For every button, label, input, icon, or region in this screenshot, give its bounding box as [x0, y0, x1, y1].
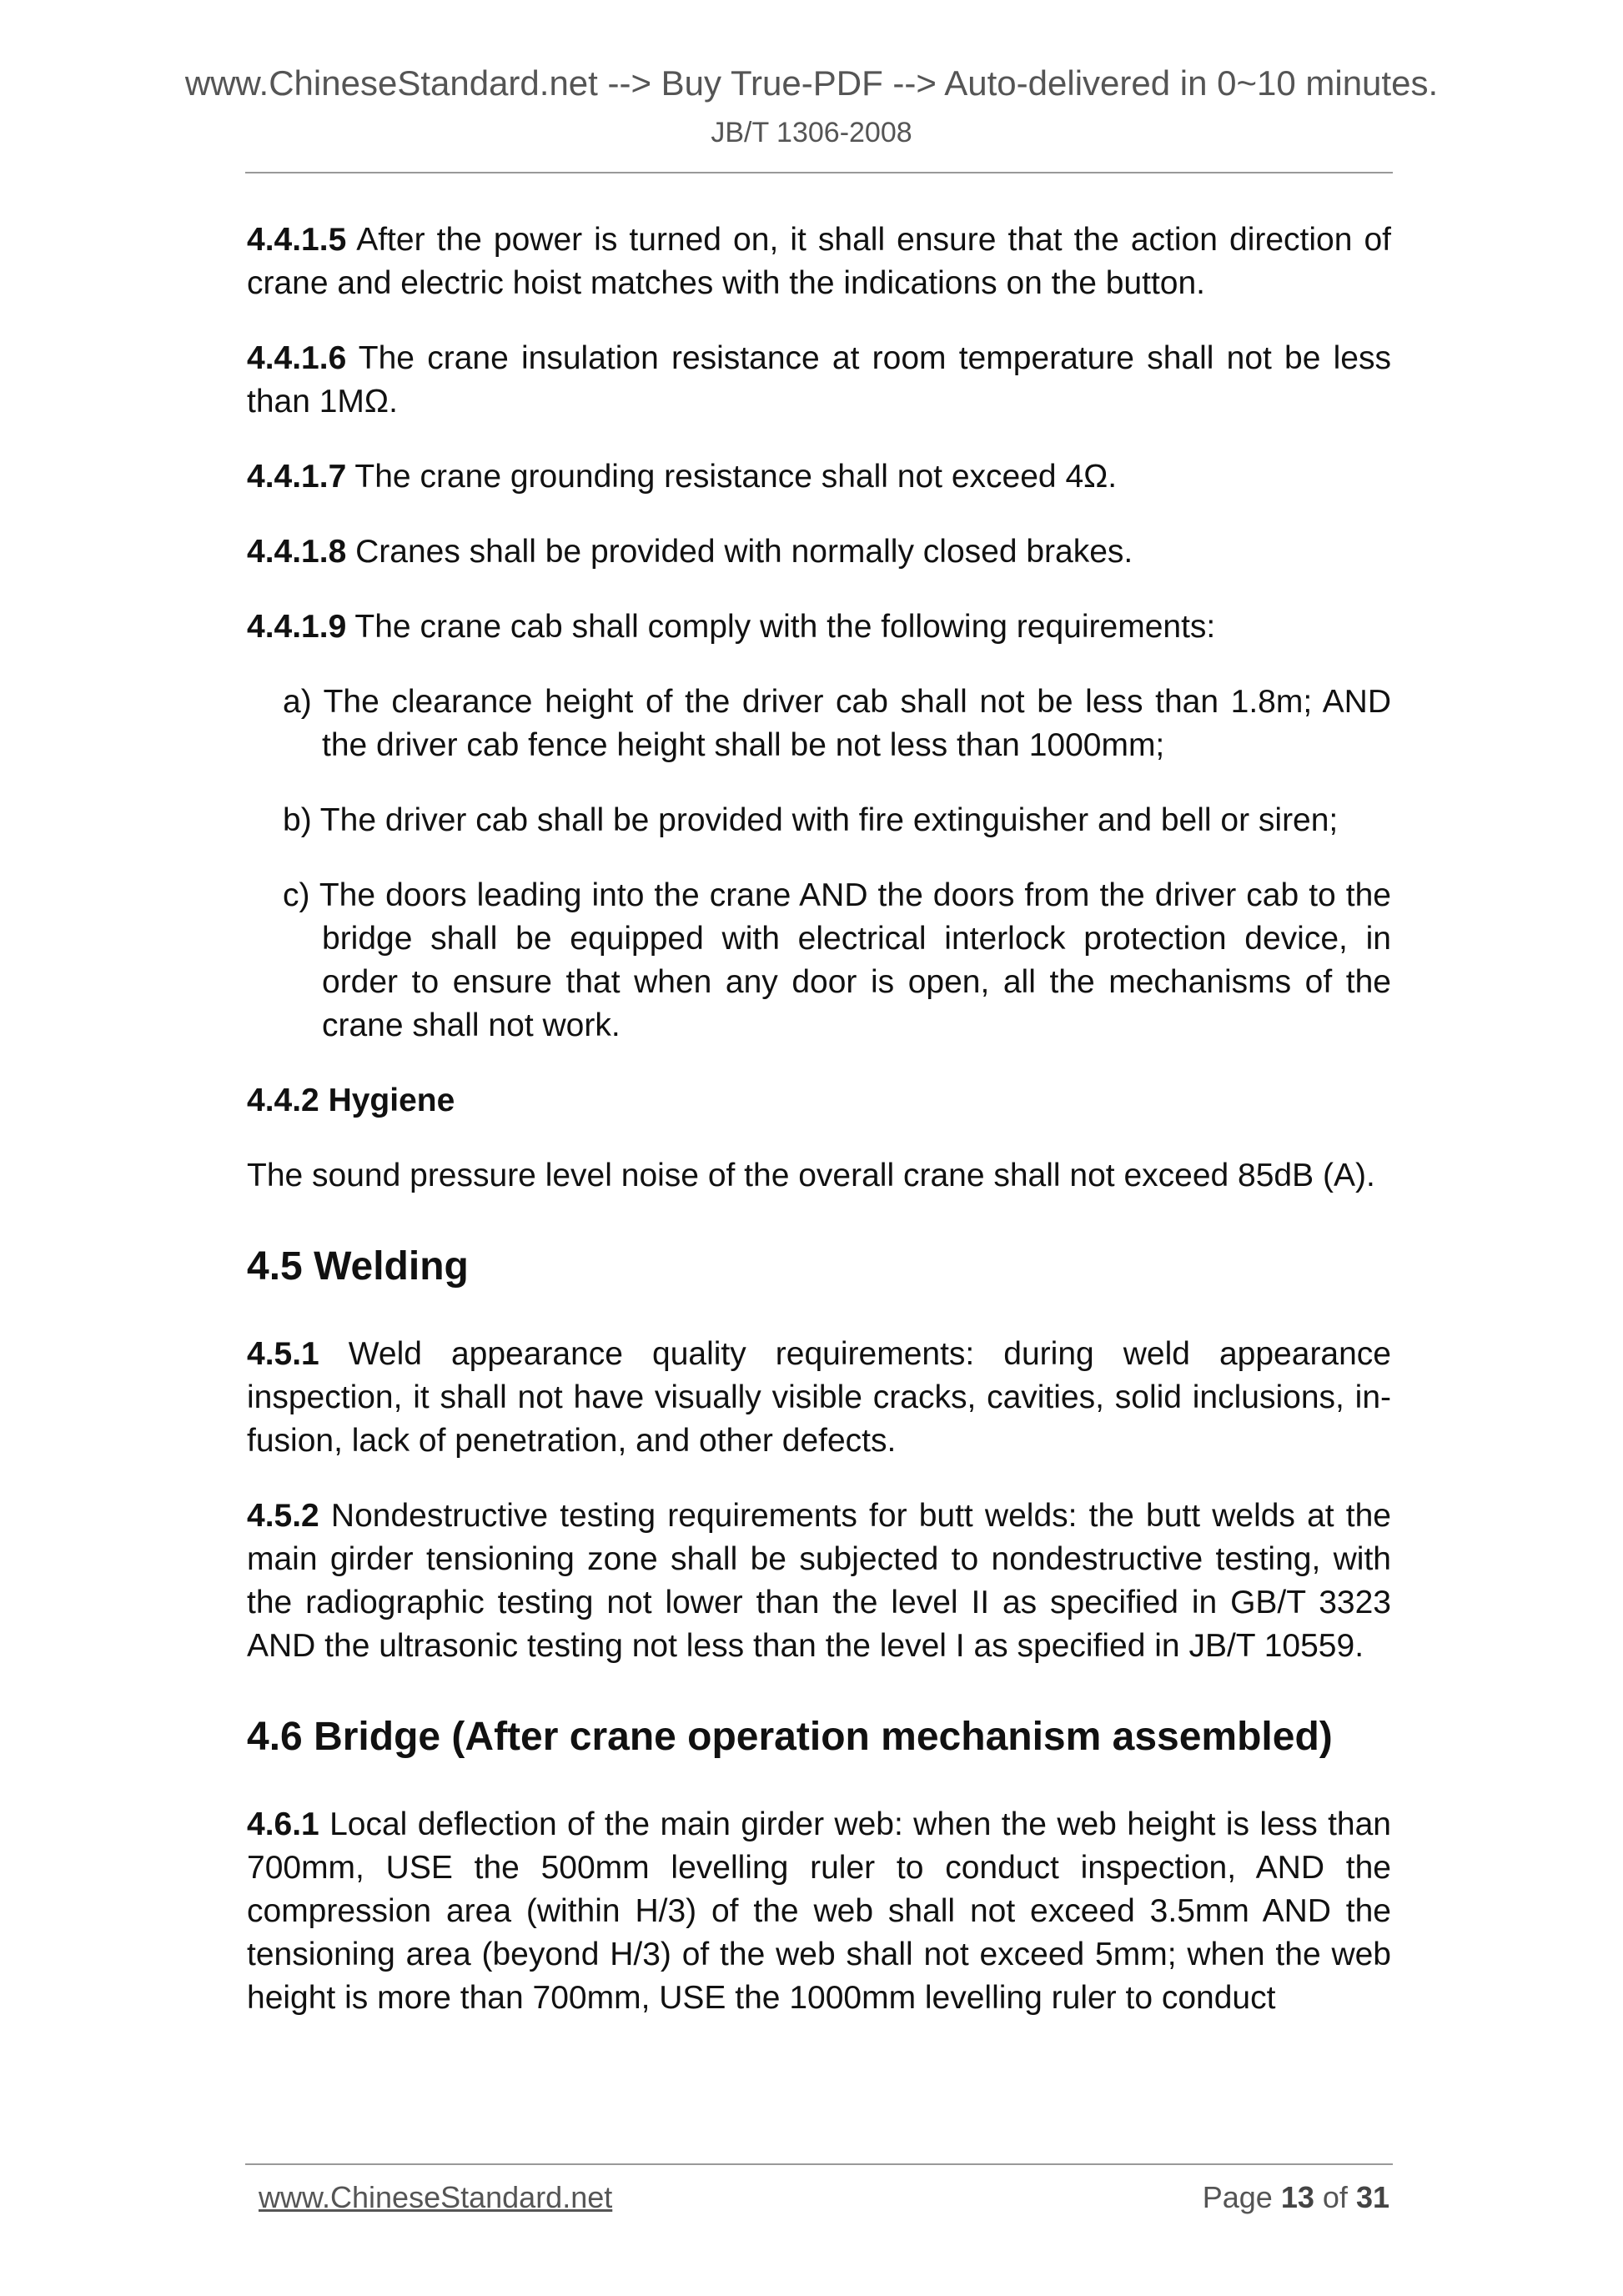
page-indicator	[1203, 2180, 1389, 2215]
clause-4-4-1-8	[247, 530, 1391, 574]
page-content	[247, 219, 1391, 2020]
clause-number: 4.5.1	[247, 1336, 319, 1372]
clause-number: 4.4.1.5	[247, 222, 347, 258]
total-page-number: 31	[1355, 2180, 1389, 2214]
section-title-4-5: 4.5 Welding	[247, 1244, 469, 1289]
hygiene-text: The sound pressure level noise of the overall crane shall not exceed 85dB (A).	[247, 1158, 1375, 1193]
clause-text: Weld appearance quality requirements: during weld appearance inspection, it shall not have visually visible cracks, cavities, solid inclusions, in-fusion, lack of penetration, and other defects.	[247, 1336, 1391, 1459]
list-item-b: b) The driver cab shall be provided with fire extinguisher and bell or siren;	[283, 802, 1339, 838]
clause-text: The crane insulation resistance at room temperature shall not be less than 1MΩ.	[247, 340, 1391, 420]
clause-text: Local deflection of the main girder web: when the web height is less than 700mm, USE the 500mm levelling ruler to conduct inspection, AND the compression area (within H/3) of the web shall not exceed 3.5mm AND the tensioning area (beyond H/3) of the web shall not exceed 5mm; when the web height is more than 700mm, USE the 1000mm levelling ruler to conduct	[247, 1806, 1391, 2016]
clause-text: Cranes shall be provided with normally closed brakes.	[355, 534, 1133, 570]
clause-4-5-1	[247, 1333, 1391, 1463]
clause-number: 4.4.1.7	[247, 459, 347, 495]
clause-4-4-1-9	[247, 605, 1391, 649]
page-of-label: of	[1322, 2180, 1348, 2214]
clause-4-6-1	[247, 1803, 1391, 2020]
clause-number: 4.5.2	[247, 1498, 319, 1534]
list-item-c: c) The doors leading into the crane AND the doors from the driver cab to the bridge shall be equipped with electrical interlock protection device, in order to ensure that when any door is open, all the mechanisms of the crane shall not work.	[283, 877, 1391, 1043]
page-label: Page	[1202, 2180, 1273, 2214]
clause-number: 4.4.1.8	[247, 534, 347, 570]
list-item-a: a) The clearance height of the driver cab shall not be less than 1.8m; AND the driver cab fence height shall be not less than 1000mm;	[283, 684, 1391, 763]
header-divider	[245, 172, 1393, 173]
clause-4-5-2	[247, 1495, 1391, 1668]
clause-number: 4.6.1	[247, 1806, 319, 1842]
clause-number: 4.4.1.9	[247, 609, 347, 645]
subsection-title-4-4-2: 4.4.2 Hygiene	[247, 1083, 455, 1118]
clause-text: After the power is turned on, it shall ensure that the action direction of crane and electric hoist matches with the indications on the button.	[247, 222, 1391, 301]
clause-4-4-1-6	[247, 337, 1391, 424]
clause-text: Nondestructive testing requirements for butt welds: the butt welds at the main girder tensioning zone shall be subjected to nondestructive testing, with the radiographic testing not lower than the level II as specified in GB/T 3323 AND the ultrasonic testing not less than the level I as specified in JB/T 10559.	[247, 1498, 1392, 1664]
footer-divider	[245, 2163, 1393, 2165]
current-page-number: 13	[1280, 2180, 1314, 2214]
document-id: JB/T 1306-2008	[711, 117, 912, 148]
header-banner: www.ChineseStandard.net --> Buy True-PDF --> Auto-delivered in 0~10 minutes.	[184, 63, 1439, 103]
clause-4-4-1-7	[247, 455, 1391, 499]
clause-number: 4.4.1.6	[247, 340, 347, 376]
clause-4-4-1-5	[247, 219, 1391, 305]
clause-text: The crane grounding resistance shall not exceed 4Ω.	[354, 459, 1118, 495]
clause-text: The crane cab shall comply with the following requirements:	[354, 609, 1216, 645]
footer-website-link[interactable]: www.ChineseStandard.net	[259, 2180, 613, 2214]
section-title-4-6: 4.6 Bridge (After crane operation mechanism assembled)	[247, 1715, 1333, 1759]
